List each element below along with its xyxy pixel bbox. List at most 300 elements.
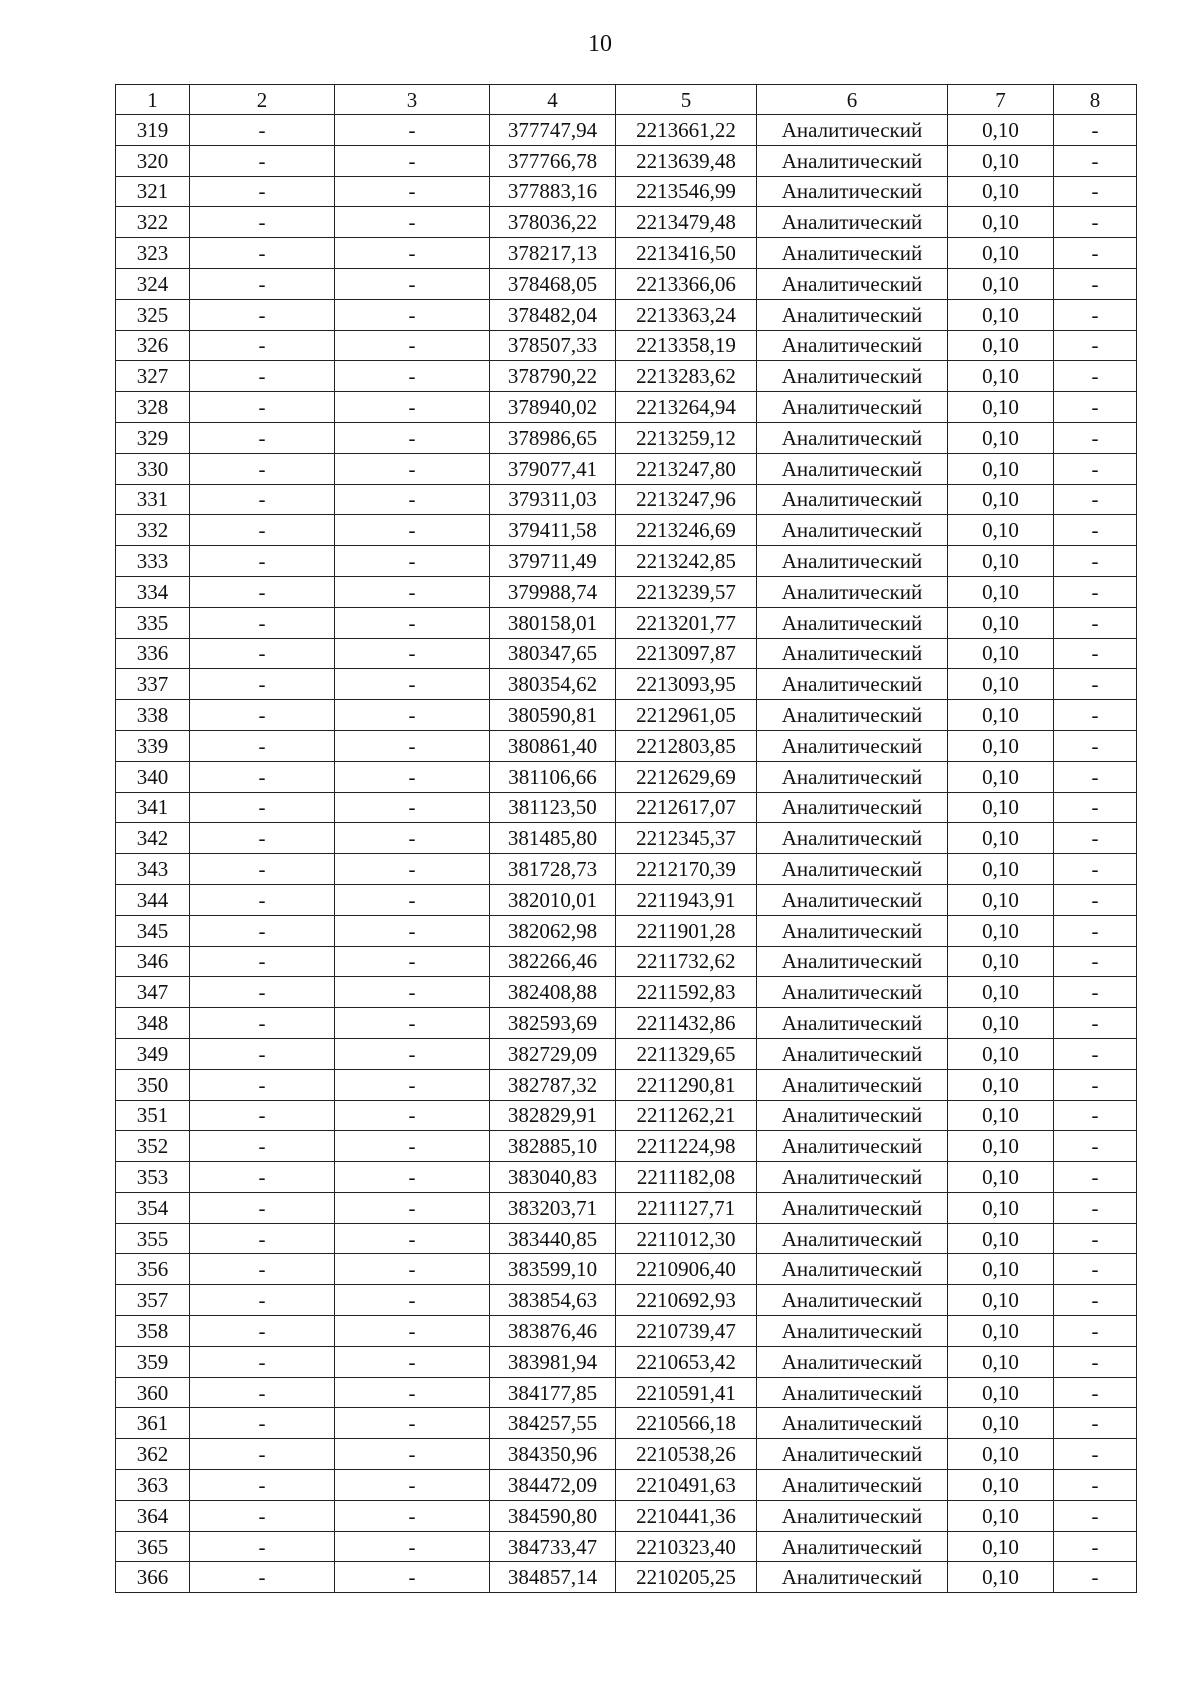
table-cell: 2213239,57 [616,576,757,607]
table-cell: 0,10 [948,1562,1054,1593]
table-cell: - [1054,1100,1137,1131]
table-cell: - [335,915,490,946]
table-cell: 0,10 [948,854,1054,885]
table-cell: Аналитический [757,1408,948,1439]
table-cell: 328 [116,392,190,423]
table-row [116,1192,1137,1223]
table-cell: Аналитический [757,1285,948,1316]
table-cell: 0,10 [948,1316,1054,1347]
table-row [116,392,1137,423]
table-row [116,792,1137,823]
table-cell: 382829,91 [490,1100,616,1131]
table-cell: - [1054,1531,1137,1562]
table-cell: 0,10 [948,576,1054,607]
table-cell: - [190,176,335,207]
table-cell: Аналитический [757,761,948,792]
table-cell: 2212617,07 [616,792,757,823]
table-cell: - [1054,946,1137,977]
table-cell: - [1054,1439,1137,1470]
table-cell: - [190,1439,335,1470]
table-cell: 2211592,83 [616,977,757,1008]
table-cell: 380861,40 [490,730,616,761]
table-row [116,176,1137,207]
table-cell: 0,10 [948,638,1054,669]
table-cell: - [190,1346,335,1377]
table-cell: - [190,1100,335,1131]
table-cell: 2212629,69 [616,761,757,792]
table-cell: - [335,1408,490,1439]
table-cell: 324 [116,268,190,299]
table-header [116,85,1137,115]
table-cell: Аналитический [757,207,948,238]
table-cell: 383040,83 [490,1162,616,1193]
table-cell: 0,10 [948,761,1054,792]
table-cell: Аналитический [757,268,948,299]
table-cell: 362 [116,1439,190,1470]
header-row [116,85,1137,115]
table-cell: 361 [116,1408,190,1439]
table-cell: 340 [116,761,190,792]
table-cell: - [190,1254,335,1285]
table-cell: Аналитический [757,1100,948,1131]
table-row [116,1500,1137,1531]
table-cell: - [1054,854,1137,885]
table-cell: - [335,1223,490,1254]
table-cell: 383854,63 [490,1285,616,1316]
table-cell: 2213661,22 [616,115,757,146]
table-cell: Аналитический [757,607,948,638]
table-cell: - [190,1316,335,1347]
table-cell: - [335,392,490,423]
table-cell: 0,10 [948,1470,1054,1501]
table-cell: 327 [116,361,190,392]
table-cell: Аналитический [757,1500,948,1531]
table-row [116,484,1137,515]
column-header: 5 [616,85,757,115]
table-cell: Аналитический [757,884,948,915]
table-cell: - [190,1285,335,1316]
table-cell: - [190,330,335,361]
table-row [116,115,1137,146]
table-cell: Аналитический [757,453,948,484]
table-cell: - [190,515,335,546]
table-cell: Аналитический [757,392,948,423]
table-cell: - [190,1038,335,1069]
table-cell: Аналитический [757,1439,948,1470]
table-cell: - [190,453,335,484]
table-cell: - [190,792,335,823]
table-cell: 0,10 [948,207,1054,238]
table-cell: 348 [116,1008,190,1039]
table-cell: - [190,638,335,669]
table-cell: - [190,1470,335,1501]
table-row [116,1038,1137,1069]
table-cell: 378507,33 [490,330,616,361]
table-cell: 321 [116,176,190,207]
table-cell: - [335,1254,490,1285]
table-cell: 353 [116,1162,190,1193]
table-cell: - [1054,792,1137,823]
table-cell: - [335,115,490,146]
table-cell: 359 [116,1346,190,1377]
table-cell: 2210323,40 [616,1531,757,1562]
table-cell: 2213639,48 [616,145,757,176]
table-row [116,1439,1137,1470]
table-cell: 2211127,71 [616,1192,757,1223]
table-cell: - [1054,1562,1137,1593]
coordinates-table [115,84,1137,1593]
table-cell: 379411,58 [490,515,616,546]
table-cell: - [190,884,335,915]
table-cell: - [1054,330,1137,361]
table-row [116,268,1137,299]
table-cell: - [190,145,335,176]
table-cell: - [335,268,490,299]
table-cell: - [1054,576,1137,607]
table-cell: 2211262,21 [616,1100,757,1131]
table-cell: 0,10 [948,1131,1054,1162]
table-cell: 335 [116,607,190,638]
table-cell: 380354,62 [490,669,616,700]
table-cell: - [335,1008,490,1039]
table-cell: - [335,792,490,823]
table-cell: - [1054,884,1137,915]
table-row [116,1131,1137,1162]
table-cell: - [190,392,335,423]
table-cell: - [1054,238,1137,269]
table-row [116,1223,1137,1254]
table-cell: Аналитический [757,1346,948,1377]
table-cell: - [190,700,335,731]
table-cell: 357 [116,1285,190,1316]
table-cell: - [1054,1377,1137,1408]
table-cell: - [335,1346,490,1377]
table-cell: - [190,730,335,761]
table-cell: 0,10 [948,546,1054,577]
table-cell: 377747,94 [490,115,616,146]
table-cell: - [190,854,335,885]
table-row [116,361,1137,392]
table-cell: 2210739,47 [616,1316,757,1347]
table-cell: 382885,10 [490,1131,616,1162]
table-row [116,515,1137,546]
table-cell: 382787,32 [490,1069,616,1100]
table-cell: - [1054,669,1137,700]
column-header: 4 [490,85,616,115]
table-cell: 384857,14 [490,1562,616,1593]
table-cell: 0,10 [948,700,1054,731]
table-cell: - [190,207,335,238]
table-cell: - [335,484,490,515]
table-cell: 338 [116,700,190,731]
table-cell: - [335,1285,490,1316]
table-row [116,669,1137,700]
table-cell: - [335,330,490,361]
table-cell: Аналитический [757,946,948,977]
table-cell: 384177,85 [490,1377,616,1408]
table-cell: - [335,854,490,885]
table-cell: 2213366,06 [616,268,757,299]
table-cell: 336 [116,638,190,669]
table-cell: - [1054,453,1137,484]
table-cell: 380347,65 [490,638,616,669]
table-cell: 2210205,25 [616,1562,757,1593]
table-cell: 2210441,36 [616,1500,757,1531]
table-cell: 381485,80 [490,823,616,854]
table-cell: 378468,05 [490,268,616,299]
table-cell: 379988,74 [490,576,616,607]
table-cell: 333 [116,546,190,577]
table-row [116,1377,1137,1408]
table-row [116,607,1137,638]
table-cell: 378940,02 [490,392,616,423]
table-cell: 2213259,12 [616,422,757,453]
table-cell: - [1054,1500,1137,1531]
table-cell: 0,10 [948,792,1054,823]
table-cell: - [335,361,490,392]
table-row [116,207,1137,238]
table-cell: 0,10 [948,1038,1054,1069]
table-row [116,1254,1137,1285]
table-cell: 0,10 [948,1285,1054,1316]
table-cell: 384350,96 [490,1439,616,1470]
table-cell: 0,10 [948,238,1054,269]
table-cell: 0,10 [948,823,1054,854]
table-cell: - [190,1192,335,1223]
table-cell: 383981,94 [490,1346,616,1377]
table-cell: 0,10 [948,361,1054,392]
table-cell: 2212961,05 [616,700,757,731]
table-cell: 0,10 [948,730,1054,761]
table-cell: 2210566,18 [616,1408,757,1439]
table-cell: - [1054,361,1137,392]
table-cell: 384257,55 [490,1408,616,1439]
table-cell: Аналитический [757,176,948,207]
table-cell: Аналитический [757,1223,948,1254]
table-cell: - [1054,392,1137,423]
table-cell: - [335,576,490,607]
table-cell: - [1054,422,1137,453]
table-cell: Аналитический [757,115,948,146]
table-cell: - [1054,1223,1137,1254]
table-cell: - [335,1100,490,1131]
table-cell: 0,10 [948,1008,1054,1039]
table-cell: 0,10 [948,453,1054,484]
table-cell: Аналитический [757,1162,948,1193]
table-cell: Аналитический [757,1470,948,1501]
table-cell: Аналитический [757,854,948,885]
table-cell: 2211732,62 [616,946,757,977]
table-row [116,1346,1137,1377]
table-cell: 0,10 [948,1346,1054,1377]
table-cell: - [1054,1131,1137,1162]
table-cell: 0,10 [948,669,1054,700]
table-cell: - [1054,1470,1137,1501]
table-cell: 2212170,39 [616,854,757,885]
table-cell: - [1054,607,1137,638]
table-row [116,884,1137,915]
table-cell: Аналитический [757,484,948,515]
table-cell: 381728,73 [490,854,616,885]
table-cell: - [335,761,490,792]
table-cell: - [1054,1038,1137,1069]
table-cell: 339 [116,730,190,761]
table-cell: 2213097,87 [616,638,757,669]
table-cell: 320 [116,145,190,176]
table-row [116,422,1137,453]
column-header: 2 [190,85,335,115]
table-cell: 381106,66 [490,761,616,792]
table-cell: - [335,700,490,731]
table-cell: - [335,884,490,915]
table-cell: - [335,669,490,700]
table-row [116,1285,1137,1316]
table-cell: Аналитический [757,361,948,392]
table-cell: 329 [116,422,190,453]
table-cell: - [190,1131,335,1162]
table-cell: Аналитический [757,1562,948,1593]
table-cell: Аналитический [757,238,948,269]
table-cell: 0,10 [948,145,1054,176]
table-cell: 342 [116,823,190,854]
table-cell: - [190,299,335,330]
table-cell: - [190,484,335,515]
table-cell: 350 [116,1069,190,1100]
table-cell: - [1054,1285,1137,1316]
table-row [116,1008,1137,1039]
table-cell: Аналитический [757,330,948,361]
table-row [116,700,1137,731]
table-cell: - [190,977,335,1008]
table-row [116,1408,1137,1439]
column-header: 7 [948,85,1054,115]
table-cell: 383876,46 [490,1316,616,1347]
table-row [116,1100,1137,1131]
table-cell: 358 [116,1316,190,1347]
table-cell: 0,10 [948,422,1054,453]
column-header: 6 [757,85,948,115]
table-cell: - [1054,915,1137,946]
table-cell: - [1054,145,1137,176]
table-cell: - [1054,1192,1137,1223]
table-cell: 2210692,93 [616,1285,757,1316]
table-cell: 0,10 [948,515,1054,546]
table-cell: 378790,22 [490,361,616,392]
table-row [116,946,1137,977]
table-cell: - [190,268,335,299]
table-cell: 383599,10 [490,1254,616,1285]
table-cell: 0,10 [948,946,1054,977]
table-cell: - [335,453,490,484]
table-cell: - [335,207,490,238]
table-cell: - [190,1069,335,1100]
table-cell: Аналитический [757,1531,948,1562]
table-cell: - [335,1316,490,1347]
table-cell: Аналитический [757,669,948,700]
table-cell: 2210906,40 [616,1254,757,1285]
table-cell: - [335,422,490,453]
table-cell: - [335,730,490,761]
table-cell: 377883,16 [490,176,616,207]
table-cell: 2213264,94 [616,392,757,423]
table-cell: 0,10 [948,176,1054,207]
table-cell: - [190,1223,335,1254]
table-cell: 326 [116,330,190,361]
table-row [116,761,1137,792]
table-cell: Аналитический [757,515,948,546]
table-cell: - [335,638,490,669]
table-cell: 0,10 [948,299,1054,330]
table-cell: 383440,85 [490,1223,616,1254]
table-cell: 377766,78 [490,145,616,176]
table-cell: 0,10 [948,268,1054,299]
table-row [116,1162,1137,1193]
table-cell: Аналитический [757,546,948,577]
table-row [116,238,1137,269]
table-cell: 356 [116,1254,190,1285]
table-cell: - [190,1408,335,1439]
table-cell: 378036,22 [490,207,616,238]
table-cell: 0,10 [948,115,1054,146]
table-cell: - [335,1192,490,1223]
table-cell: Аналитический [757,730,948,761]
table-cell: - [1054,515,1137,546]
table-cell: - [335,823,490,854]
table-cell: - [1054,207,1137,238]
table-cell: Аналитический [757,823,948,854]
table-cell: 325 [116,299,190,330]
table-cell: 0,10 [948,1439,1054,1470]
table-cell: 349 [116,1038,190,1069]
table-cell: Аналитический [757,1069,948,1100]
table-cell: - [1054,1408,1137,1439]
table-cell: 2211012,30 [616,1223,757,1254]
table-row [116,1470,1137,1501]
table-cell: - [335,1377,490,1408]
table-row [116,854,1137,885]
table-cell: 343 [116,854,190,885]
page-number: 10 [588,31,612,57]
table-cell: 2213479,48 [616,207,757,238]
table-cell: Аналитический [757,1008,948,1039]
table-cell: 0,10 [948,1069,1054,1100]
table-cell: 384733,47 [490,1531,616,1562]
table-cell: - [1054,299,1137,330]
table-cell: 2213363,24 [616,299,757,330]
table-cell: 319 [116,115,190,146]
table-cell: 341 [116,792,190,823]
table-cell: 322 [116,207,190,238]
table-cell: 352 [116,1131,190,1162]
table-cell: Аналитический [757,576,948,607]
table-cell: - [190,915,335,946]
table-cell: 0,10 [948,330,1054,361]
table-row [116,1316,1137,1347]
table-cell: - [1054,1069,1137,1100]
table-row [116,299,1137,330]
table-cell: 0,10 [948,392,1054,423]
table-cell: 2212803,85 [616,730,757,761]
table-cell: 2213283,62 [616,361,757,392]
table-row [116,977,1137,1008]
table-cell: - [190,546,335,577]
table-cell: 2211943,91 [616,884,757,915]
table-row [116,546,1137,577]
table-row [116,730,1137,761]
table-cell: 380590,81 [490,700,616,731]
table-cell: Аналитический [757,145,948,176]
table-cell: 2213358,19 [616,330,757,361]
